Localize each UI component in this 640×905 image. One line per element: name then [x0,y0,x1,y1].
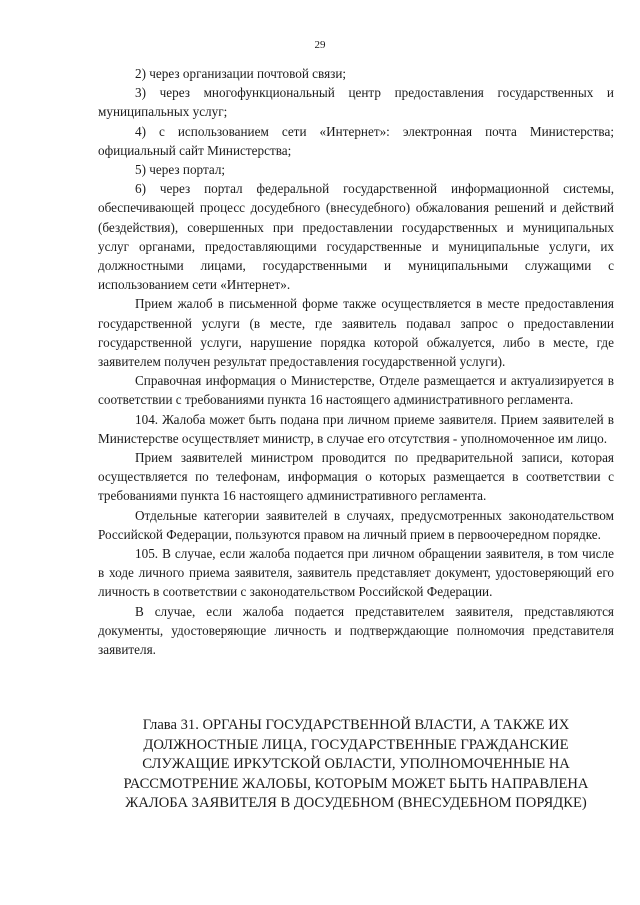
chapter-heading-line: РАССМОТРЕНИЕ ЖАЛОБЫ, КОТОРЫМ МОЖЕТ БЫТЬ НАПРАВЛЕНА [123,775,589,792]
paragraph-104: 104. Жалоба может быть подана при личном приеме заявителя. Прием заявителей в Министерстве осуществляет министр, в случае его отсутствия - уполномоченное им лицо. [98,411,614,446]
paragraph-minister-reception: Прием заявителей министром проводится по предварительной записи, которая осуществляется по телефонам, информация о которых размещается в соответствии с требованиями пункта 16 настоящего административного регламента. [98,450,614,504]
paragraph-105: 105. В случае, если жалоба подается при личном обращении заявителя, в том числе в ходе личного приема заявителя, заявитель представляет документ, удостоверяющий его личность в соответствии с законодательством Российской Федерации. [98,546,614,600]
paragraph-reference-info: Справочная информация о Министерстве, Отделе размещается и актуализируется в соответствии с требованиями пункта 16 настоящего административного регламента. [98,373,614,408]
paragraph-federal-portal: 6) через портал федеральной государственной информационной системы, обеспечивающей процесс досудебного (внесудебного) обжалования решений и действий (бездействия), совершенных при предоставлении государственных и муниципальных услуг органами, предоставляющими государственные и муниципальные услуги, их должностными лицами, государственными и муниципальными служащими с использованием сети «Интернет». [98,181,614,293]
chapter-heading-line: СЛУЖАЩИЕ ИРКУТСКОЙ ОБЛАСТИ, УПОЛНОМОЧЕННЫЕ НА [142,756,570,773]
chapter-heading-line: Глава 31. ОРГАНЫ ГОСУДАРСТВЕННОЙ ВЛАСТИ, А ТАКЖЕ ИХ [142,717,570,733]
chapter-heading-line: ДОЛЖНОСТНЫЕ ЛИЦА, ГОСУДАРСТВЕННЫЕ ГРАЖДАНСКИЕ [143,736,569,753]
paragraph-portal: 5) через портал; [135,162,226,178]
chapter-heading [98,716,614,814]
paragraph-representative: В случае, если жалоба подается представителем заявителя, представляются документы, удостоверяющие личность и подтверждающие полномочия представителя заявителя. [98,603,614,658]
paragraph-mfc: 3) через многофункциональный центр предоставления государственных и муниципальных услуг; [98,85,614,120]
chapter-heading-line: ЖАЛОБА ЗАЯВИТЕЛЯ В ДОСУДЕБНОМ (ВНЕСУДЕБНОМ ПОРЯДКЕ) [125,795,587,812]
paragraph-internet: 4) с использованием сети «Интернет»: электронная почта Министерства; официальный сайт Министерства; [98,123,614,158]
paragraph-written-complaints: Прием жалоб в письменной форме также осуществляется в месте предоставления государственной услуги (в месте, где заявитель подавал запрос о предоставлении государственной услуги, нарушение порядка которой обжалуется, либо в месте, где заявителем получен результат предоставления государственной услуги). [98,296,614,370]
paragraph-priority-categories: Отдельные категории заявителей в случаях, предусмотренных законодательством Российской Федерации, пользуются правом на личный прием в первоочередном порядке. [98,507,614,542]
page-number: 29 [314,39,326,51]
body-text [98,64,614,659]
paragraph-postal: 2) через организации почтовой связи; [135,66,347,81]
